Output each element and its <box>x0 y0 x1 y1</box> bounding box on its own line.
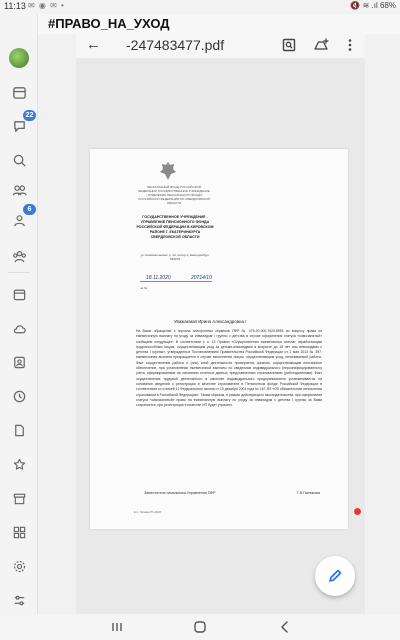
calendar-icon[interactable] <box>11 286 27 302</box>
signature-name: Т.В.Гасникова <box>296 491 320 495</box>
chat-icon[interactable] <box>11 118 27 134</box>
document-icon[interactable] <box>11 422 27 438</box>
document-executor: Е.С. Попова 270-18-87 <box>134 511 162 514</box>
document-signature <box>144 491 320 495</box>
document-date: 18.11.2020 <box>146 275 171 281</box>
back-arrow-icon[interactable]: ← <box>86 36 101 53</box>
status-bar <box>0 0 400 14</box>
pdf-viewer <box>76 32 365 616</box>
add-to-drive-icon[interactable] <box>313 37 329 53</box>
viewer-toolbar <box>76 32 365 58</box>
rail-divider <box>8 272 30 273</box>
grid-icon[interactable] <box>11 524 27 540</box>
sliders-icon[interactable] <box>11 592 27 608</box>
document-organization: ГОСУДАРСТВЕННОЕ УЧРЕЖДЕНИЕ - УПРАВЛЕНИЕ ПЕНСИОННОГО ФОНДА РОССИЙСКОЙ ФЕДЕРАЦИИ В КИРОВСКОМ РАЙОНЕ Г. ЕКАТЕРИНБУРГА СВЕРДЛОВСКОЙ ОБЛАСТИ <box>136 215 214 239</box>
clock-icon[interactable] <box>11 388 27 404</box>
signature-title: Заместитель начальника Управления ПФР <box>144 491 216 495</box>
notification-icons: ✉ ◉ ✉ • <box>28 1 65 10</box>
avatar[interactable] <box>9 48 29 68</box>
chat-title: #ПРАВО_НА_УХОД <box>48 16 170 31</box>
document-body: На Ваше обращение с портала электронных сервисов ПФР № 075-20-000-7620-8994 по вопросу права на ежемесячную выплату по уходу за инвалидом I группы с детства в случае оформления статуса «самозанятый» сообщаем следующее: В соответствии с п. 12 Правил «Осуществления ежемесячных выплат неработающим трудоспособным лицам, осуществляющим уход за детьми-инвалидами в возрасте до 18 лет или инвалидами с детства I группы», утвержденных Постановлением Правительства Российской Федерации от 2 мая 2013 № 397, ежемесячная выплата прекращается в случае выполнения лицом, осуществляющим уход, оплачиваемой работы. Факт осуществления работы и (или) иной деятельности проверяется органом, осуществляющим пенсионное обеспечение, при установлении ежемесячной выплаты по сведениям индивидуального (персонифицированного) учета, сформированным на основании отчетных данных, представленных страхователями (работодателями). Факт осуществления трудовой деятельности в качестве индивидуального предпринимателя устанавливается на основании сведений о регистрации в качестве страхователя в Пенсионном фонде Российской Федерации в соответствии со статьей 11 Федерального закона от 15 декабря 2001 года № 167-ФЗ «Об обязательном пенсионном страховании в Российской Федерации». Таким образом, в рамках действующего законодательства, при оформлении статуса «самозанятый» право на ежемесячную выплату по уходу за инвалидом с детства I группы за Вами сохраняется, при регистрации в качестве ИП будет утрачено. <box>136 329 322 408</box>
recording-indicator <box>354 508 361 515</box>
file-name: -247483477.pdf <box>126 37 225 53</box>
contacts-badge: 6 <box>23 204 36 215</box>
document-reference: на № <box>140 286 148 290</box>
document-number: 20714/10 <box>191 275 212 281</box>
search-icon[interactable] <box>11 152 27 168</box>
battery-indicator: 🔇 ≋ .ıl 68% <box>350 1 396 10</box>
chats-badge: 22 <box>23 110 36 121</box>
home-button-icon[interactable] <box>193 620 207 634</box>
divider <box>140 281 212 282</box>
more-options-icon[interactable] <box>342 37 358 53</box>
chat-header <box>38 14 400 34</box>
recent-apps-icon[interactable] <box>110 620 124 634</box>
people-icon[interactable] <box>11 182 27 198</box>
pencil-icon <box>327 568 343 584</box>
document-address: ул. Комсомольская, д. 12, литер А, Екатеринбург, 620078 <box>140 253 210 261</box>
document-header-text: ПЕНСИОННЫЙ ФОНД РОССИЙСКОЙ ФЕДЕРАЦИИ ГОСУДАРСТВЕННОЕ УЧРЕЖДЕНИЕ - ОТДЕЛЕНИЕ ПЕНСИОННОГО ФОНДА РОССИЙСКОЙ ФЕДЕРАЦИИ ПО СВЕРДЛОВСКОЙ ОБЛАСТИ <box>138 185 210 205</box>
back-button-icon[interactable] <box>278 620 292 634</box>
navigation-rail <box>0 14 38 614</box>
search-document-icon[interactable] <box>281 37 297 53</box>
archive-icon[interactable] <box>11 490 27 506</box>
star-icon[interactable] <box>11 456 27 472</box>
eagle-emblem-icon <box>156 159 180 183</box>
status-time: 11:13 <box>4 1 26 11</box>
contacts-book-icon[interactable] <box>11 354 27 370</box>
cloud-icon[interactable] <box>11 320 27 336</box>
group-icon[interactable] <box>11 248 27 264</box>
contacts-icon[interactable] <box>11 212 27 228</box>
pdf-page[interactable] <box>90 149 348 529</box>
system-navigation-bar <box>0 614 400 640</box>
document-greeting: Уважаемая Ирина Александровна ! <box>174 319 247 324</box>
home-icon[interactable] <box>11 84 27 100</box>
edit-button[interactable] <box>315 556 355 596</box>
settings-icon[interactable] <box>11 558 27 574</box>
